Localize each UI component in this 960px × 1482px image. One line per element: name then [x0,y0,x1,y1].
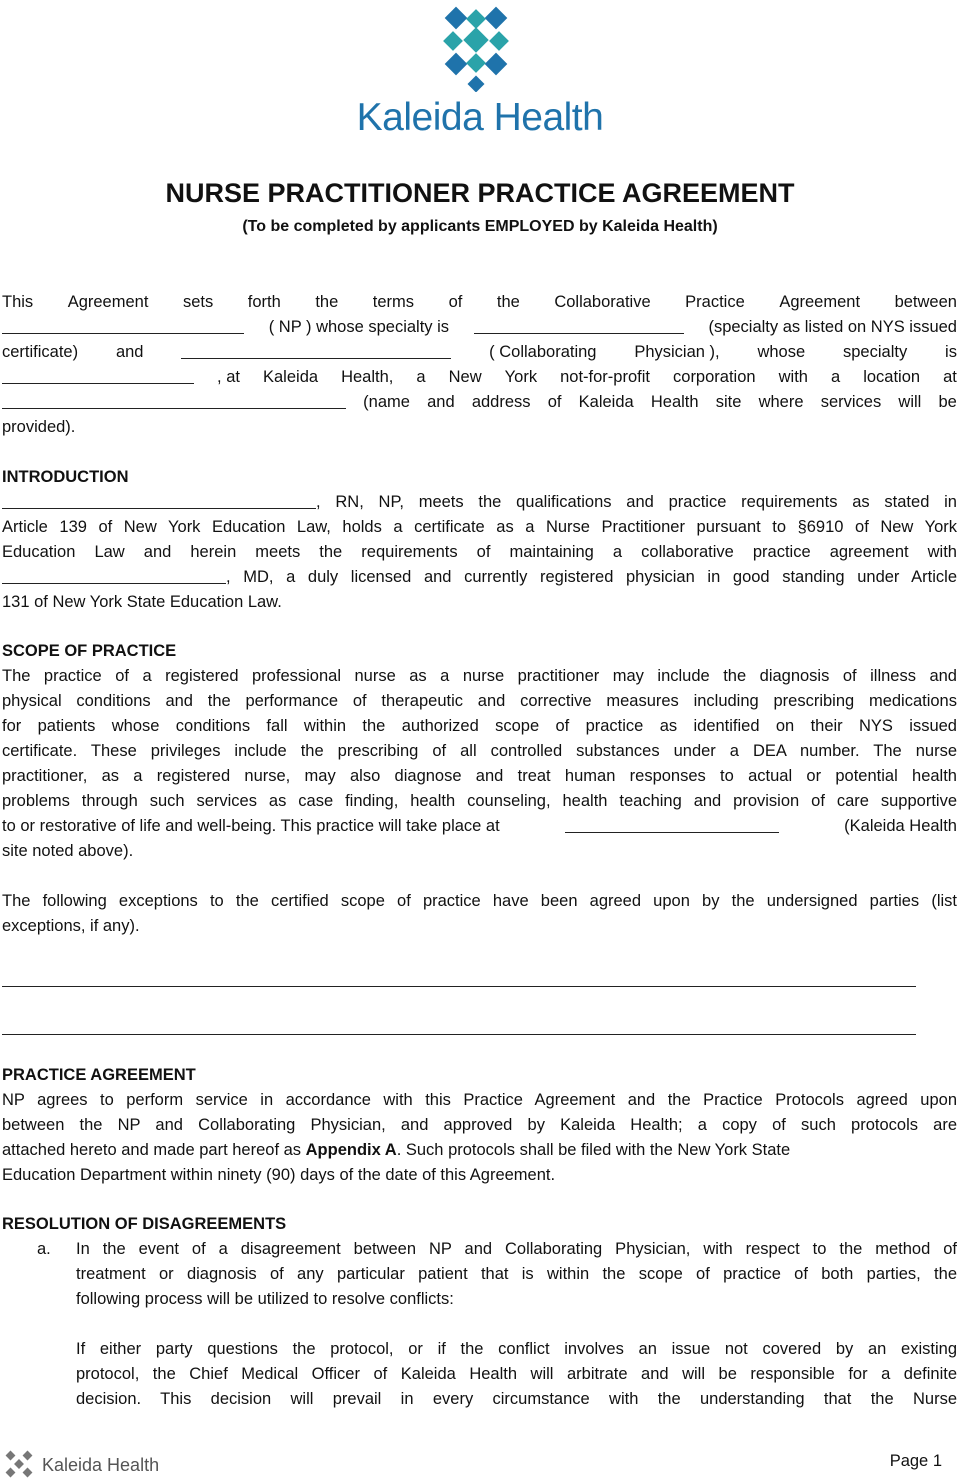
introduction-section [2,465,957,615]
intro-line-4-word: , at [217,368,240,386]
intro-line-4-word: at [943,368,957,386]
resolution-item-line: following process will be utilized to resolve conflicts: [76,1290,454,1308]
resolution-item-a [76,1237,957,1312]
intro-line-5-word: Health [650,393,699,411]
intro-line-3 [2,340,957,365]
resolution-para-line: protocol, the Chief Medical Officer of Kaleida Health will arbitrate and will be responsible for a definite [76,1365,957,1383]
brand-name: Kaleida Health [356,96,604,139]
intro-line-4-word: New [448,368,482,386]
intro-line-5-word: will [898,393,922,411]
kaleida-health-logo-icon [440,4,520,92]
scope-line: for patients whose conditions fall within the authorized scope of practice as identified on their NYS issued [2,717,957,735]
intro-line-4 [2,365,957,390]
intro-line-5-word: where [758,393,804,411]
intro-line-5-word: of [547,393,562,411]
np-name-blank[interactable] [2,315,244,334]
scope-heading: SCOPE OF PRACTICE [2,642,177,660]
scope-text: to or restorative of life and well-being. This practice will take place at [2,817,500,835]
scope-line-8: site noted above). [2,842,134,860]
intro-line-1 [2,290,957,315]
intro-line-4-word: with [778,368,808,386]
intro-line-1-word: sets [182,293,214,311]
introduction-text: , MD, a duly licensed and currently registered physician in good standing under Article [226,568,957,586]
intro-line-1-word: This [2,293,34,311]
practice-agreement-line-4: Education Department within ninety (90) days of the date of this Agreement. [2,1166,556,1184]
intro-line-1-word: Agreement [779,293,861,311]
introduction-heading: INTRODUCTION [2,468,129,486]
introduction-line-4 [2,565,957,590]
intro-text: whose [757,343,806,361]
practice-site-blank[interactable] [565,814,779,833]
intro-line-5-word: address [471,393,531,411]
practice-agreement-section [2,1063,957,1188]
exceptions-line-1: The following exceptions to the certified scope of practice have been agreed upon by the undersigned parties (list [2,892,957,910]
introduction-text: , RN, NP, meets the qualifications and practice requirements as stated in [316,493,957,511]
intro-line-4-word: a [830,368,841,386]
resolution-para-line: decision. This decision will prevail in every circumstance with the understanding that the Nurse [76,1390,957,1408]
practice-agreement-heading: PRACTICE AGREEMENT [2,1066,196,1084]
np-name-blank-2[interactable] [2,490,316,509]
document-subtitle: (To be completed by applicants EMPLOYED by Kaleida Health) [242,218,718,235]
scope-line: practitioner, as a registered nurse, may also diagnose and treat human responses to actual or potential health [2,767,957,785]
intro-line-5 [2,390,957,415]
resolution-section [2,1212,957,1237]
footer-logo [4,1450,159,1480]
intro-line-1-word: the [315,293,339,311]
resolution-heading: RESOLUTION OF DISAGREEMENTS [2,1215,287,1233]
introduction-line-3: Education Law and herein meets the requirements of maintaining a collaborative practice agreement with [2,543,957,561]
page-footer [0,1446,960,1482]
scope-line: problems through such services as case finding, health counseling, health teaching and provision of care supportive [2,792,957,810]
intro-line-6: provided). [2,418,76,436]
specialty-blank[interactable] [474,315,684,334]
physician-name-blank-2[interactable] [2,565,226,584]
intro-line-1-word: Collaborative [554,293,651,311]
intro-line-5-word: and [427,393,455,411]
kaleida-health-footer-icon [4,1450,38,1480]
exceptions-section [2,889,957,939]
exceptions-blank-2[interactable] [2,1034,916,1035]
scope-line: physical conditions and the performance of therapeutic and corrective measures including prescribing medications [2,692,957,710]
intro-line-4-word: not-for-profit [560,368,650,386]
scope-text: (Kaleida Health [844,817,957,835]
page-number: Page 1 [889,1452,942,1470]
introduction-line-2: Article 139 of New York Education Law, holds a certificate as a Nurse Practitioner pursuant to §6910 of New York [2,518,957,536]
intro-line-4-word: corporation [673,368,756,386]
resolution-paragraph [76,1337,957,1412]
intro-line-5-word: site [715,393,742,411]
exceptions-blank-1[interactable] [2,986,916,987]
intro-text: specialty [843,343,908,361]
intro-line-5-word: be [938,393,957,411]
intro-line-1-word: between [894,293,957,311]
document-title: NURSE PRACTITIONER PRACTICE AGREEMENT [165,178,795,208]
intro-paragraph [2,290,957,440]
intro-line-4-word: a [416,368,426,386]
intro-text: ( Collaborating [489,343,597,361]
intro-line-5-word: services [820,393,882,411]
practice-agreement-line-2: between the NP and Collaborating Physician, and approved by Kaleida Health; a copy of such protocols are [2,1116,957,1134]
intro-line-4-word: York [504,368,538,386]
scope-line-7 [2,814,957,839]
appendix-a-label: Appendix A [305,1141,397,1159]
resolution-item-line: treatment or diagnosis of any particular patient that is within the scope of practice of both parties, the [76,1265,957,1283]
intro-text: is [945,343,957,361]
practice-agreement-line-3-inner [2,1138,957,1163]
intro-line-4-word: location [863,368,921,386]
intro-line-2 [2,315,957,340]
intro-text: Physician ), [634,343,720,361]
scope-line: The practice of a registered professional nurse as a nurse practitioner may include the diagnosis of illness and [2,667,957,685]
intro-line-1-word: forth [247,293,281,311]
intro-line-5-word: Kaleida [578,393,634,411]
practice-agreement-line-1: NP agrees to perform service in accordance with this Practice Agreement and the Practice Protocols agreed upon [2,1091,957,1109]
pa-text: . Such protocols shall be filed with the New York State [396,1141,791,1159]
scope-section [2,639,957,864]
intro-line-1-word: Practice [685,293,745,311]
pa-text: attached hereto and made part hereof as [2,1141,302,1159]
exceptions-line-2: exceptions, if any). [2,917,140,935]
intro-line-4-word: Kaleida [263,368,319,386]
site-address-blank[interactable] [2,390,346,409]
intro-line-1-word: Agreement [67,293,149,311]
intro-text: ( NP ) whose specialty is [268,318,450,336]
list-marker-a: a. [37,1240,51,1258]
intro-line-5-word: (name [363,393,410,411]
resolution-para-line: If either party questions the protocol, or if the conflict involves an issue not covered by an existing [76,1340,957,1358]
introduction-line-5: 131 of New York State Education Law. [2,593,282,611]
header-logo [350,4,610,137]
intro-text: certificate) [2,343,79,361]
intro-line-1-word: of [448,293,463,311]
scope-line: certificate. These privileges include the prescribing of all controlled substances under a DEA number. The nurse [2,742,957,760]
intro-text: and [115,343,144,361]
intro-line-1-word: terms [372,293,415,311]
intro-line-1-word: the [496,293,520,311]
practice-agreement-line-3 [2,1138,957,1163]
footer-brand-name: Kaleida Health [42,1454,160,1475]
intro-text: (specialty as listed on NYS issued [708,318,957,336]
resolution-item-line: In the event of a disagreement between NP and Collaborating Physician, with respect to the method of [76,1240,957,1258]
physician-specialty-blank[interactable] [2,365,194,384]
pa-line3-head [2,1138,790,1163]
physician-name-blank[interactable] [181,340,451,359]
introduction-line-1 [2,490,957,515]
intro-line-4-word: Health, [341,368,394,386]
